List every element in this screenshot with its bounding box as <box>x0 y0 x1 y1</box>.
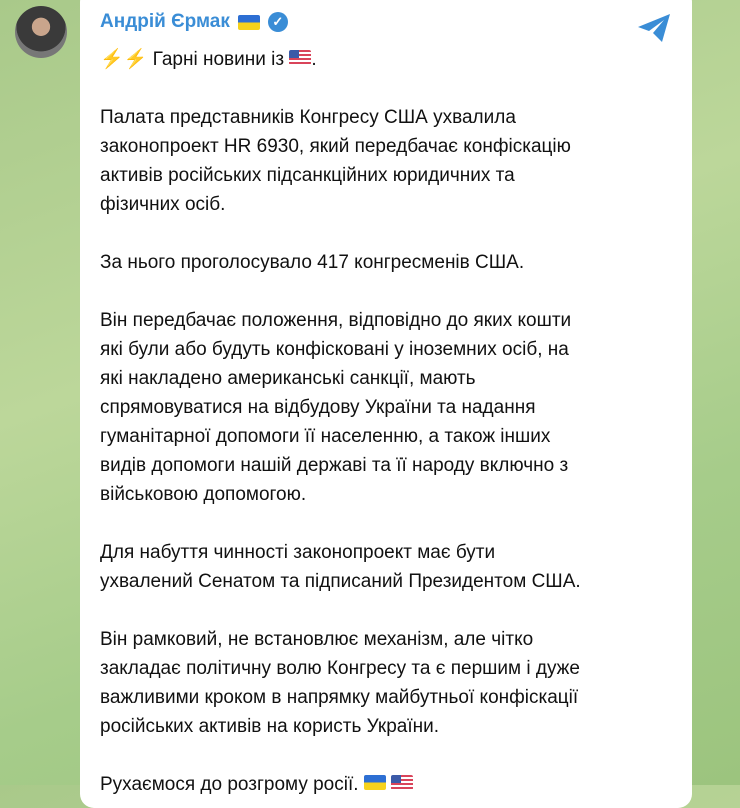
text-line: гуманітарної допомоги її населенню, а також інших <box>100 426 551 447</box>
message-text <box>100 45 581 799</box>
text-line: законопроект HR 6930, який передбачає конфіскацію <box>100 136 571 157</box>
text-line: За нього проголосувало 417 конгресменів США. <box>100 252 525 273</box>
paragraph <box>100 248 581 277</box>
text-line: які були або будуть конфісковані у іноземних осіб, на <box>100 339 569 360</box>
author-name[interactable]: Андрій Єрмак <box>100 11 230 32</box>
text-line: Палата представників Конгресу США ухвалила <box>100 107 516 128</box>
text-line: військовою допомогою. <box>100 484 307 505</box>
text-line: які накладено американські санкції, мають <box>100 368 476 389</box>
avatar[interactable] <box>15 6 67 58</box>
text-line: активів російських підсанкційних юридичних та <box>100 165 515 186</box>
text-line: важливими кроком в напрямку майбутньої конфіскації <box>100 687 579 708</box>
ua-flag-icon <box>364 775 386 790</box>
paragraph <box>100 625 581 741</box>
text-line: фізичних осіб. <box>100 194 226 215</box>
us-flag-icon <box>391 775 413 790</box>
author-header <box>100 11 288 33</box>
headline: ⚡⚡ Гарні новини із . <box>100 49 317 70</box>
text-line: Для набуття чинності законопроект має бути <box>100 542 496 563</box>
verified-icon: ✓ <box>268 12 288 32</box>
text-line: закладає політичну волю Конгресу та є першим і дуже <box>100 658 580 679</box>
text-line: спрямовуватися на відбудову України та надання <box>100 397 536 418</box>
text-line: Він рамковий, не встановлює механізм, але чітко <box>100 629 534 650</box>
text-line: Він передбачає положення, відповідно до яких кошти <box>100 310 572 331</box>
ua-flag-icon <box>238 15 260 30</box>
paragraph <box>100 538 581 596</box>
paragraph <box>100 306 581 509</box>
text-line: видів допомоги нашій державі та її народу включно з <box>100 455 569 476</box>
closing-line: Рухаємося до розгрому росії. <box>100 770 581 799</box>
us-flag-icon <box>289 50 311 65</box>
text-line: російських активів на користь України. <box>100 716 439 737</box>
telegram-share-icon[interactable] <box>636 12 672 44</box>
paragraph <box>100 103 581 219</box>
text-line: ухвалений Сенатом та підписаний Президентом США. <box>100 571 581 592</box>
lightning-icon: ⚡⚡ <box>100 49 148 70</box>
